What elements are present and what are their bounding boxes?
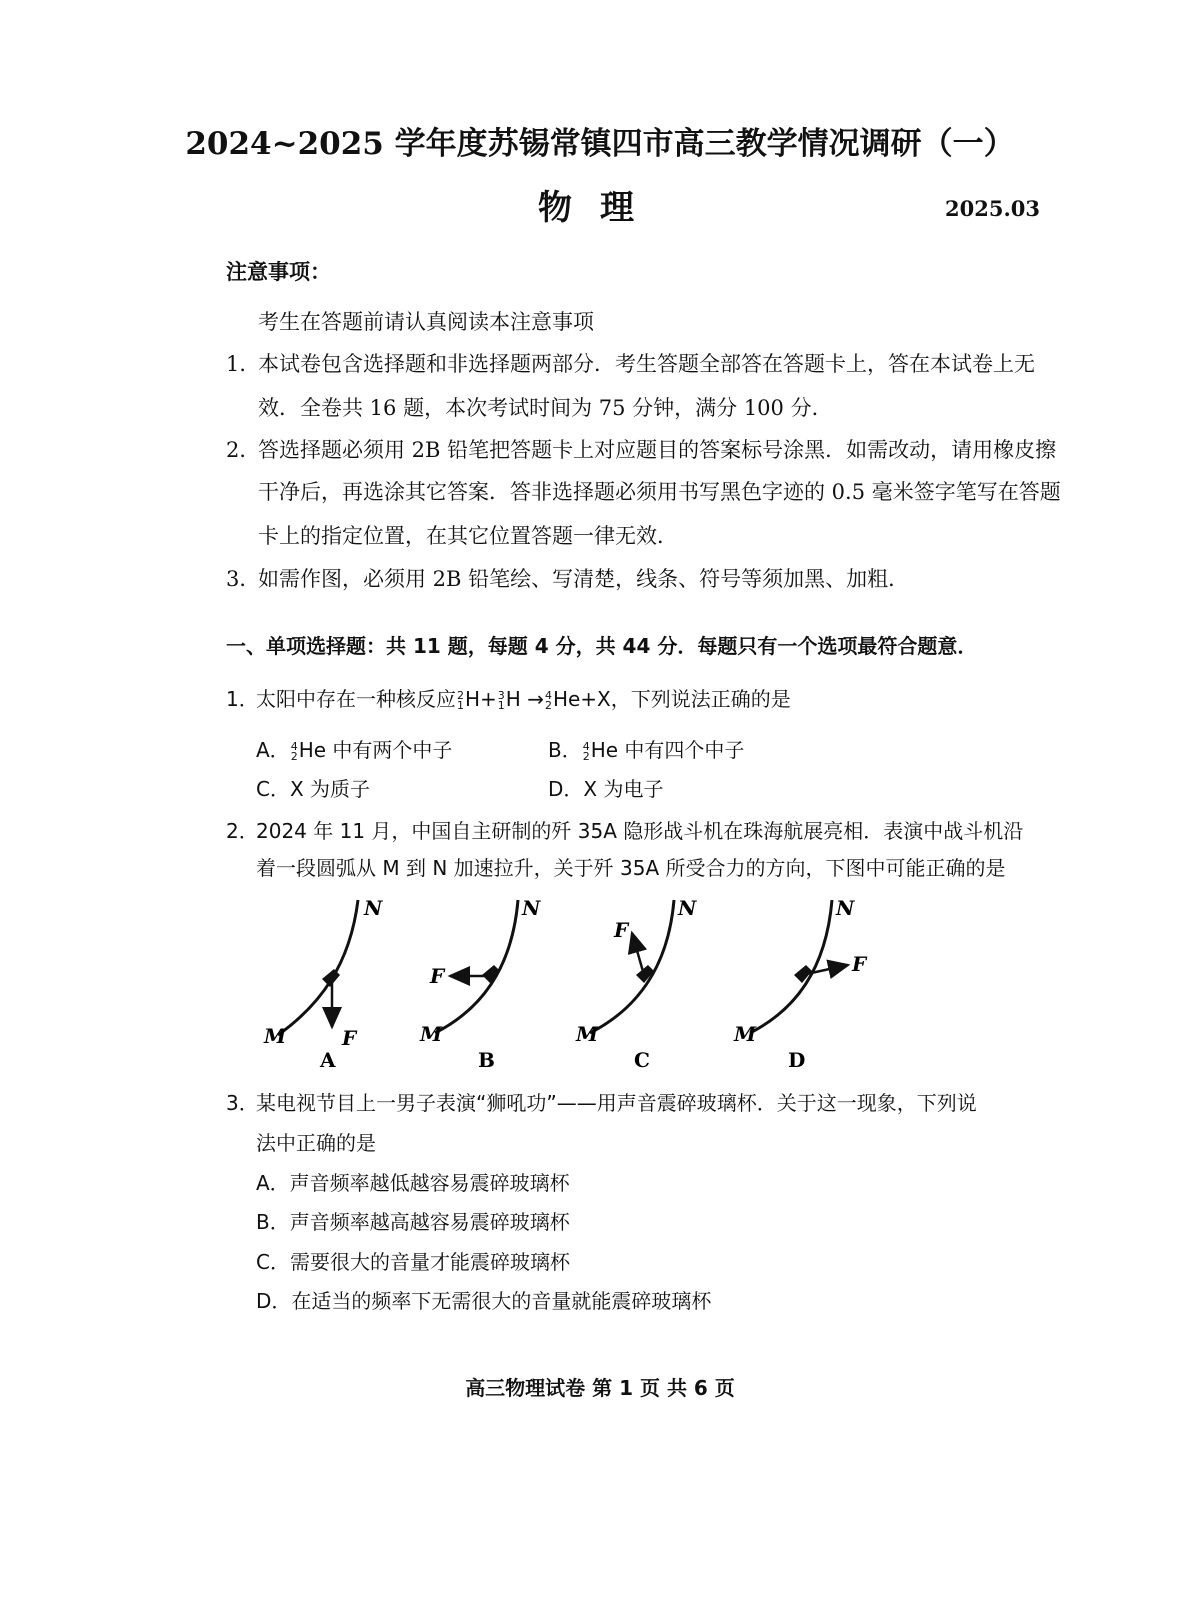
q3-line1: 某电视节目上一男子表演“狮吼功”——用声音震碎玻璃杯．关于这一现象，下列说 xyxy=(256,1091,977,1115)
notice-item-1-num: 1． xyxy=(226,352,261,376)
notice-item-2-line3: 卡上的指定位置，在其它位置答题一律无效． xyxy=(258,524,678,548)
q1-option-a: A． 4 2 He 中有两个中子 xyxy=(256,738,453,763)
diagram-a xyxy=(263,896,383,1072)
notice-item-1-line1: 本试卷包含选择题和非选择题两部分．考生答题全部答在答题卡上，答在本试卷上无 xyxy=(258,352,1035,376)
option-label-c: C xyxy=(634,1048,650,1072)
notice-intro: 考生在答题前请认真阅读本注意事项 xyxy=(258,310,594,334)
page-footer: 高三物理试卷 第 1 页 共 6 页 xyxy=(465,1376,735,1400)
q3-number: 3． xyxy=(226,1091,259,1115)
notice-item-3-line1: 如需作图，必须用 2B 铅笔绘、写清楚，线条、符号等须加黑、加粗． xyxy=(258,567,910,591)
diagram-c xyxy=(575,896,697,1072)
option-label-b: B xyxy=(478,1048,495,1072)
q2-number: 2． xyxy=(226,819,259,843)
label-f-c: F xyxy=(614,918,629,942)
jet-b xyxy=(482,965,500,983)
q1-option-d: D．X 为电子 xyxy=(548,777,664,801)
q1-h2-symbol: H+ xyxy=(465,687,497,711)
q1-option-b: B． 4 2 He 中有四个中子 xyxy=(548,738,745,763)
q3-option-d: D．在适当的频率下无需很大的音量就能震碎玻璃杯 xyxy=(256,1289,712,1313)
q1-option-c: C．X 为质子 xyxy=(256,777,371,801)
q3-option-b: B．声音频率越高越容易震碎玻璃杯 xyxy=(256,1210,570,1234)
label-n-a: N xyxy=(364,896,383,920)
notice-item-2-num: 2． xyxy=(226,438,261,462)
q1-nuclide-h2: 2 1 xyxy=(457,688,464,712)
q1-stem-post: ，下列说法正确的是 xyxy=(610,687,791,711)
label-f-d: F xyxy=(852,952,867,976)
label-m-c: M xyxy=(576,1022,599,1046)
exam-title: 2024~2025 学年度苏锡常镇四市高三教学情况调研（一） xyxy=(185,126,1015,162)
q1-number: 1． xyxy=(226,687,259,711)
option-label-d: D xyxy=(788,1048,806,1072)
notice-item-2-line1: 答选择题必须用 2B 铅笔把答题卡上对应题目的答案标号涂黑．如需改动，请用橡皮擦 xyxy=(258,438,1057,462)
label-m-b: M xyxy=(420,1022,443,1046)
q3-option-c: C．需要很大的音量才能震碎玻璃杯 xyxy=(256,1250,570,1274)
notice-item-3-num: 3． xyxy=(226,567,261,591)
diagram-b xyxy=(419,896,541,1072)
q3-option-a: A．声音频率越低越容易震碎玻璃杯 xyxy=(256,1171,570,1195)
q1-h3-symbol: H → xyxy=(505,687,544,711)
q2-figure-svg xyxy=(250,895,1010,1080)
q3-line2: 法中正确的是 xyxy=(256,1131,376,1155)
label-f-b: F xyxy=(430,964,445,988)
q2-figure xyxy=(250,895,1010,1080)
notice-item-1-line2: 效．全卷共 16 题，本次考试时间为 75 分钟，满分 100 分． xyxy=(258,396,833,420)
label-n-b: N xyxy=(522,896,541,920)
label-f-a: F xyxy=(342,1026,357,1050)
q1-stem xyxy=(256,683,791,712)
q1-he-symbol: He+X xyxy=(552,687,611,711)
q1-stem-pre: 太阳中存在一种核反应 xyxy=(256,687,456,711)
option-label-a: A xyxy=(320,1048,336,1072)
arc-d xyxy=(750,900,832,1033)
label-n-c: N xyxy=(678,896,697,920)
section-1-heading: 一、单项选择题：共 11 题，每题 4 分，共 44 分．每题只有一个选项最符合题意． xyxy=(226,634,978,658)
arc-b xyxy=(435,900,518,1033)
diagram-d xyxy=(733,896,868,1072)
notice-heading: 注意事项： xyxy=(226,260,331,284)
arc-c xyxy=(590,900,674,1033)
label-m-d: M xyxy=(734,1022,757,1046)
label-m-a: M xyxy=(264,1024,287,1048)
subject-title: 物理 xyxy=(538,188,662,228)
force-arrow-c xyxy=(632,933,644,975)
exam-date: 2025.03 xyxy=(945,196,1040,221)
q1-nuclide-he: 4 2 xyxy=(544,688,552,712)
arc-a xyxy=(278,900,358,1035)
label-n-d: N xyxy=(836,896,855,920)
q1-nuclide-h3: 3 1 xyxy=(497,688,505,712)
notice-item-2-line2: 干净后，再选涂其它答案．答非选择题必须用书写黑色字迹的 0.5 毫米签字笔写在答题 xyxy=(258,480,1061,504)
q2-line1: 2024 年 11 月，中国自主研制的歼 35A 隐形战斗机在珠海航展亮相．表演中战斗机沿 xyxy=(256,819,1024,843)
q2-line2: 着一段圆弧从 M 到 N 加速拉升，关于歼 35A 所受合力的方向，下图中可能正确的是 xyxy=(256,856,1006,880)
